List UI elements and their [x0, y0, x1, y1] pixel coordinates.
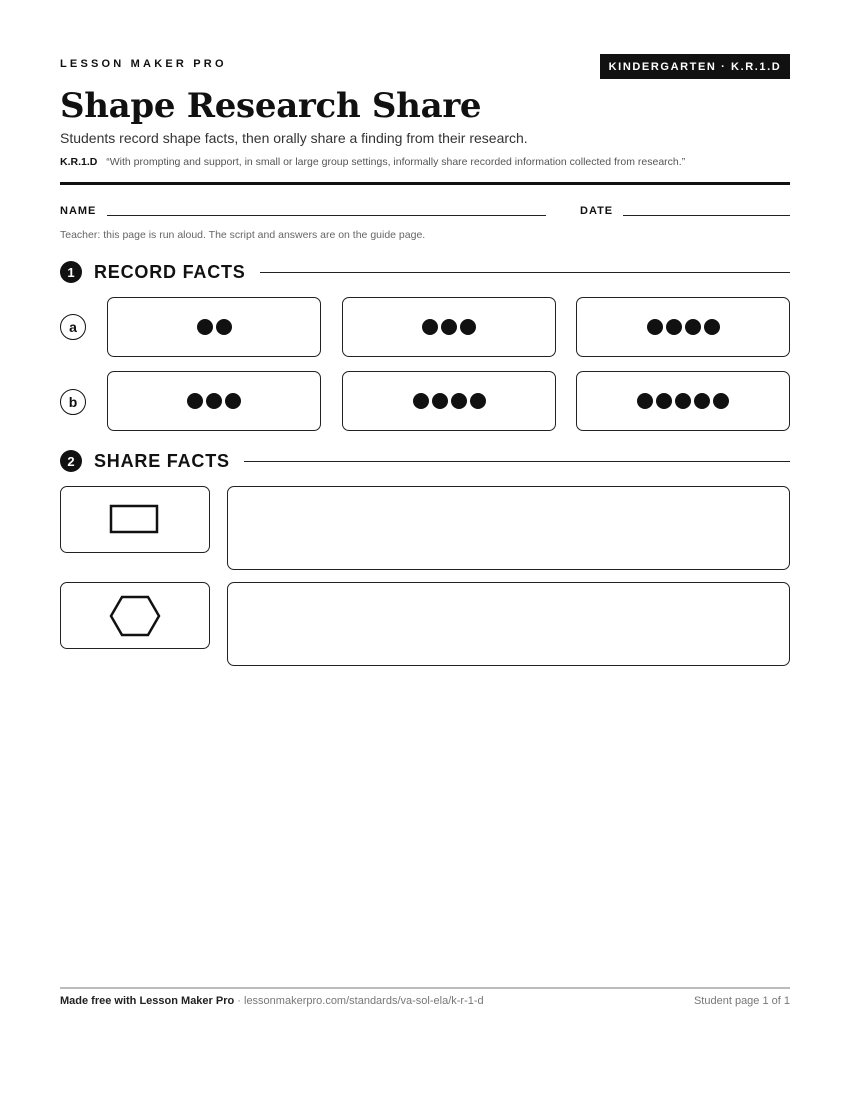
row-letter-a: a [60, 314, 86, 340]
dot-icon [197, 319, 213, 335]
name-field[interactable] [107, 215, 546, 216]
footer-divider [60, 987, 790, 989]
dot-icon [187, 393, 203, 409]
section-rule [244, 461, 790, 462]
standard-description [60, 156, 685, 168]
dot-icon [432, 393, 448, 409]
shape-card-rectangle [60, 486, 210, 553]
fact-box[interactable] [107, 297, 321, 357]
rectangle-icon [109, 504, 161, 536]
share-answer-box[interactable] [227, 486, 790, 570]
footer-separator: · [234, 995, 244, 1007]
dot-icon [694, 393, 710, 409]
dot-icon [704, 319, 720, 335]
page-subtitle: Students record shape facts, then orally share a finding from their research. [60, 130, 528, 146]
page-title: Shape Research Share [60, 86, 482, 126]
dot-icon [675, 393, 691, 409]
header-divider [60, 182, 790, 185]
section-rule [260, 272, 790, 273]
date-field[interactable] [623, 215, 790, 216]
worksheet-page [60, 0, 790, 1100]
date-label: DATE [580, 205, 614, 217]
dot-icon [206, 393, 222, 409]
fact-box[interactable] [576, 371, 790, 431]
dot-icon [713, 393, 729, 409]
grade-standard-badge: KINDERGARTEN · K.R.1.D [600, 54, 790, 79]
dot-icon [216, 319, 232, 335]
teacher-note: Teacher: this page is run aloud. The script and answers are on the guide page. [60, 229, 426, 241]
footer-credit [60, 995, 484, 1007]
dot-icon [460, 319, 476, 335]
fact-box[interactable] [107, 371, 321, 431]
section-title: RECORD FACTS [94, 261, 246, 282]
standard-code: K.R.1.D [60, 156, 98, 168]
dot-icon [422, 319, 438, 335]
section-share-facts-header [60, 449, 790, 473]
dot-icon [413, 393, 429, 409]
section-record-facts-header [60, 260, 790, 284]
hexagon-icon [109, 594, 161, 638]
standard-text: “With prompting and support, in small or large group settings, informally share recorded information collected from research.” [106, 156, 686, 168]
section-number-badge: 1 [60, 261, 82, 283]
section-title: SHARE FACTS [94, 450, 230, 471]
brand-label: LESSON MAKER PRO [60, 58, 227, 70]
dot-icon [637, 393, 653, 409]
name-label: NAME [60, 205, 97, 217]
section-number-badge: 2 [60, 450, 82, 472]
share-answer-box[interactable] [227, 582, 790, 666]
dot-icon [656, 393, 672, 409]
fact-box[interactable] [342, 297, 556, 357]
footer-made-by: Made free with Lesson Maker Pro [60, 995, 235, 1007]
row-letter-b: b [60, 389, 86, 415]
shape-card-hexagon [60, 582, 210, 649]
fact-box[interactable] [342, 371, 556, 431]
dot-icon [451, 393, 467, 409]
dot-icon [666, 319, 682, 335]
dot-icon [225, 393, 241, 409]
dot-icon [685, 319, 701, 335]
fact-box[interactable] [576, 297, 790, 357]
dot-icon [647, 319, 663, 335]
footer-url-link[interactable]: lessonmakerpro.com/standards/va-sol-ela/k-r-1-d [244, 995, 484, 1007]
dot-icon [470, 393, 486, 409]
footer-page-label: Student page 1 of 1 [693, 995, 790, 1007]
dot-icon [441, 319, 457, 335]
